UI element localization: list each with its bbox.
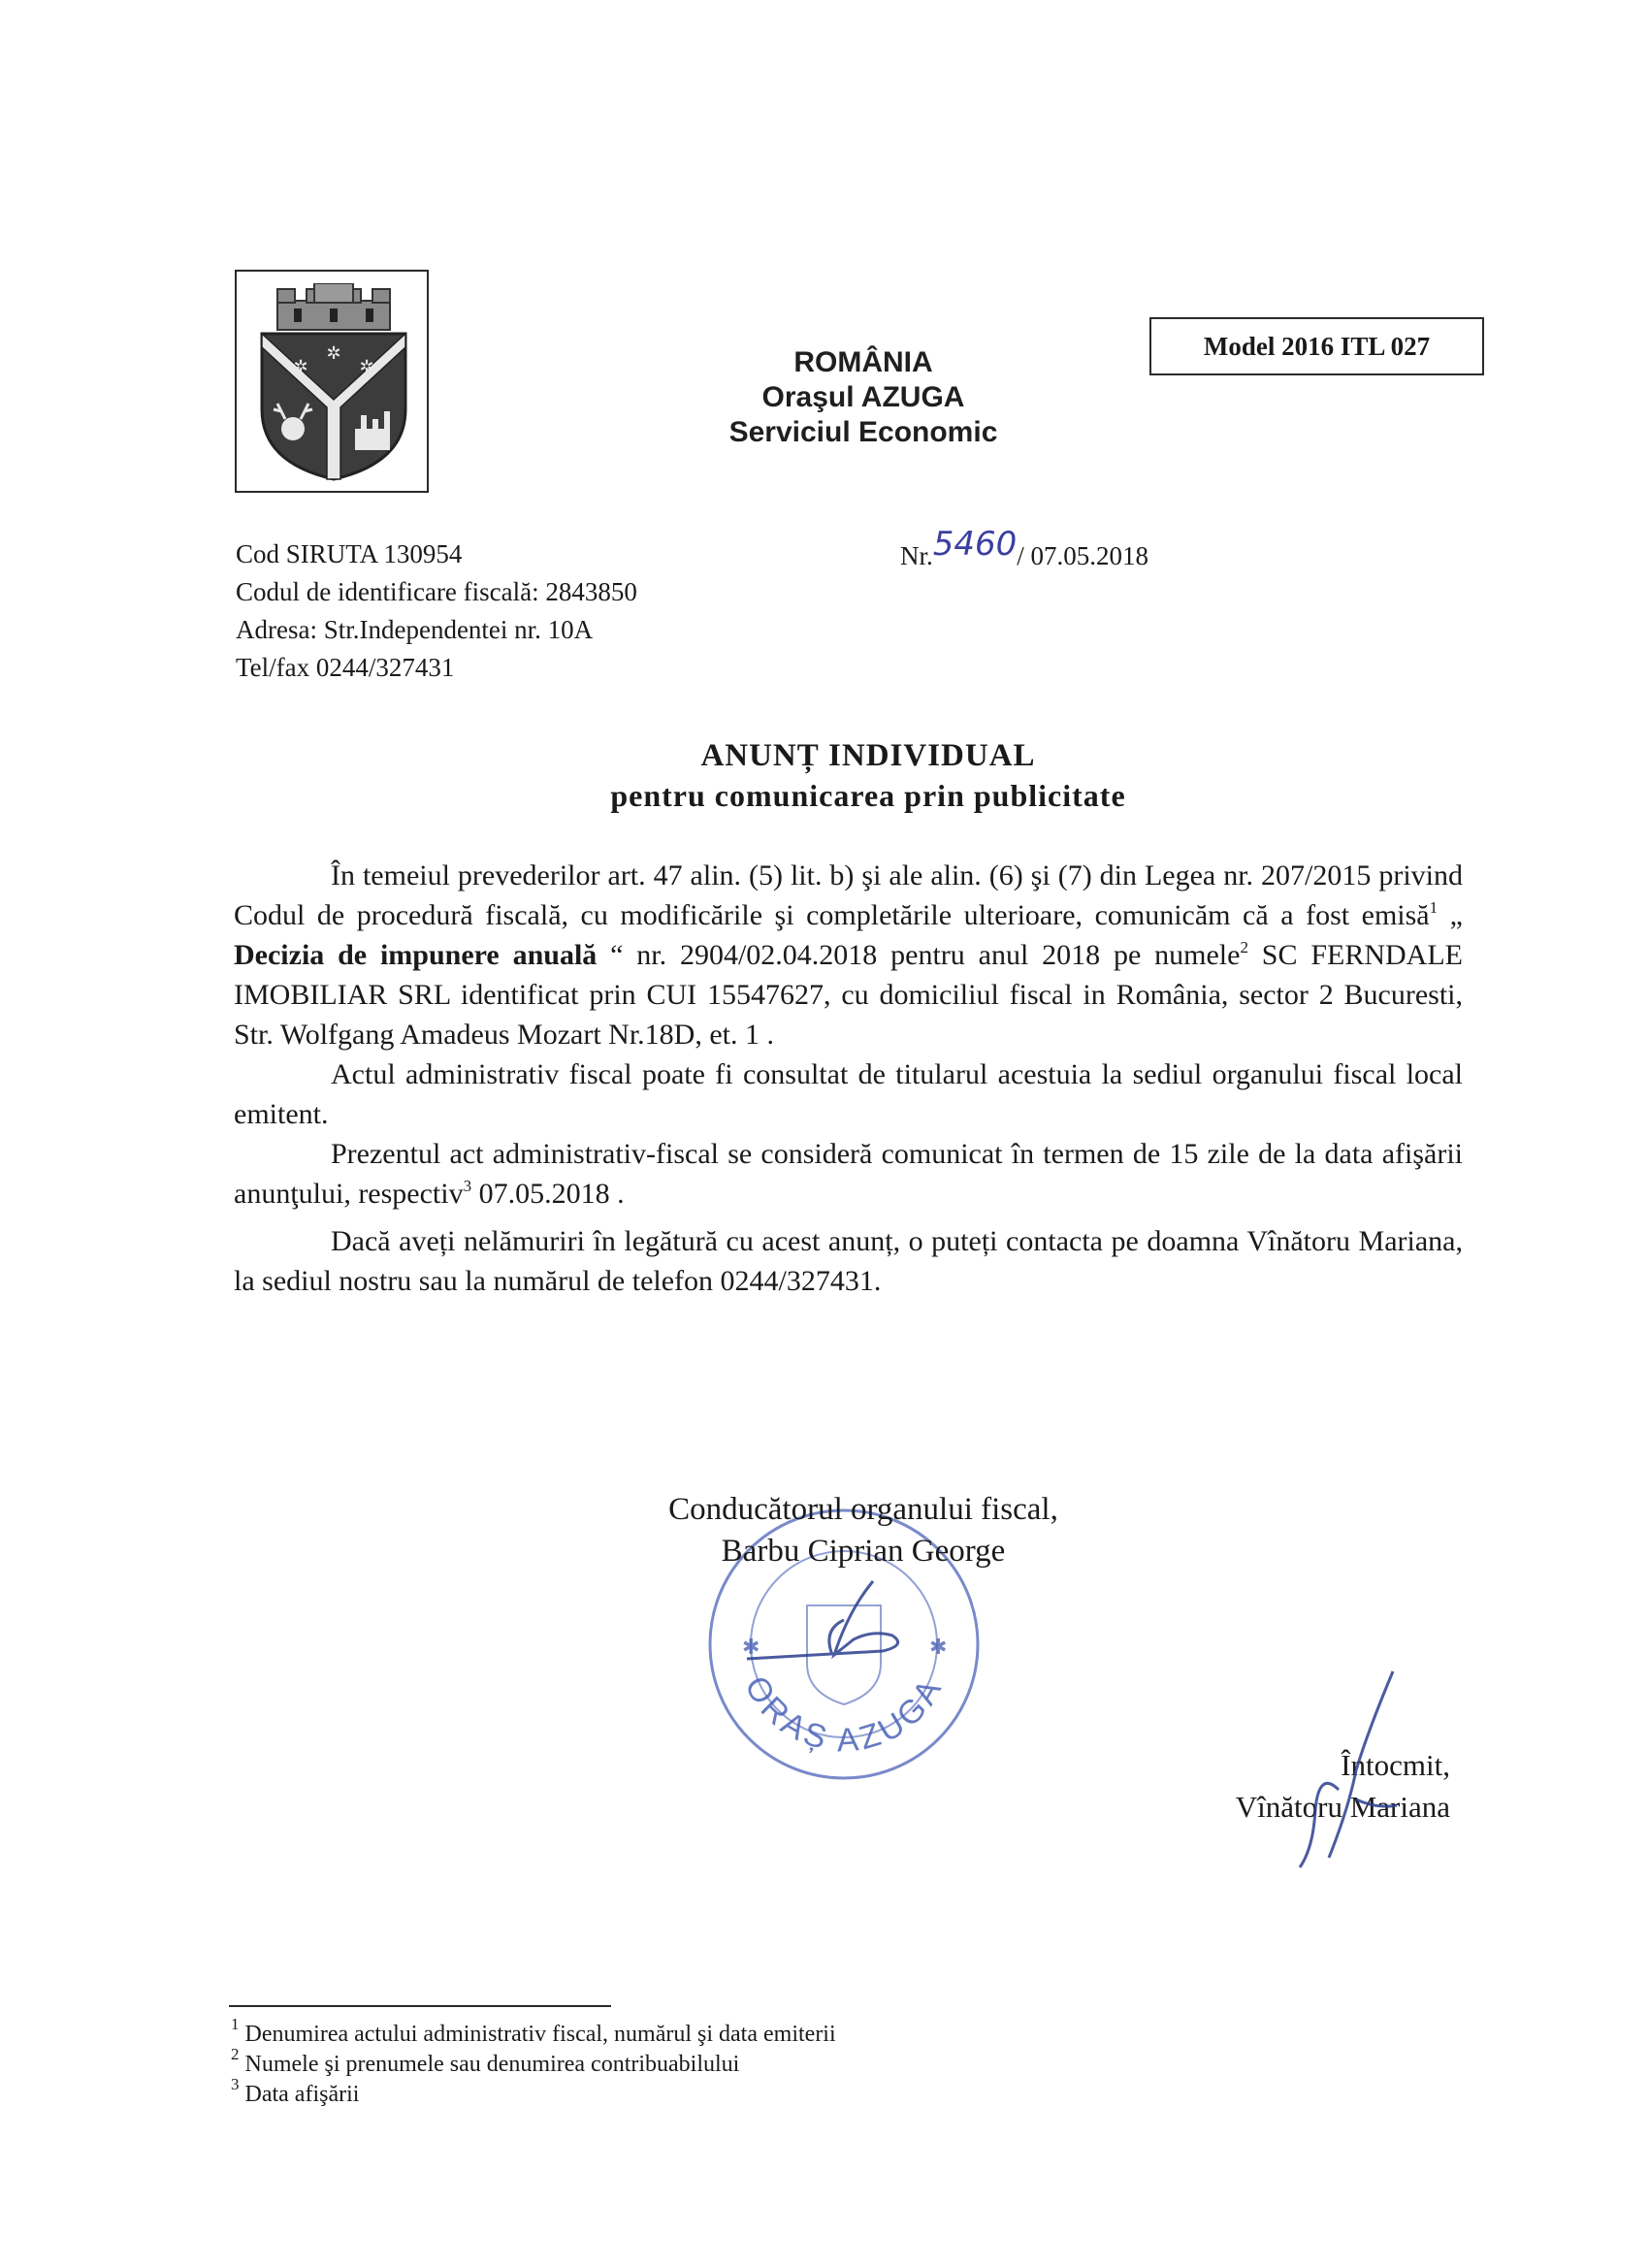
header-country: ROMÂNIA: [793, 346, 933, 378]
registration-prefix: Nr.: [900, 541, 933, 570]
paragraph-4: Dacă aveți nelămuriri în legătură cu acest anunț, o puteți contacta pe doamna Vînătoru Mariana, la sediul nostru sau la numărul de telefon 0244/327431.: [234, 1225, 1463, 1297]
registration-number: 5460: [932, 525, 1018, 564]
footnote-ref-2: 2: [1240, 938, 1248, 956]
header-department: Serviciul Economic: [728, 416, 998, 448]
issuer-phone: Tel/fax 0244/327431: [236, 653, 455, 682]
head-signature-block: [601, 1489, 1125, 1572]
issuer-address: Adresa: Str.Independentei nr. 10A: [236, 615, 594, 644]
svg-text:✲: ✲: [359, 357, 374, 377]
registration-date: / 07.05.2018: [1017, 541, 1149, 570]
title-line-2: pentru comunicarea prin publicitate: [610, 778, 1126, 813]
registration-line: [900, 525, 1249, 575]
footnote-2: $^2$ Numele şi prenumele sau denumirea contribuabilului: [231, 2045, 740, 2077]
document-title: [388, 735, 1348, 815]
paragraph-3: Prezentul act administrativ-fiscal se consideră comunicat în termen de 15 zile de la data afişării anunţului, respectiv$^3$ 07.05.2018 .: [234, 1138, 1463, 1210]
decision-name: Decizia de impunere anuală: [234, 939, 598, 971]
svg-text:✱: ✱: [742, 1636, 760, 1660]
svg-text:✱: ✱: [929, 1636, 948, 1660]
footnote-3: $^3$ Data afişării: [231, 2075, 360, 2107]
svg-text:ORAȘ AZUGA: ORAȘ AZUGA: [737, 1669, 951, 1760]
footnote-ref-3: 3: [463, 1177, 472, 1195]
title-line-1: ANUNȚ INDIVIDUAL: [700, 738, 1036, 773]
head-name: Barbu Ciprian George: [721, 1534, 1006, 1569]
author-name: Vînătoru Mariana: [1235, 1790, 1450, 1824]
siruta-code: Cod SIRUTA 130954: [236, 539, 463, 568]
issuer-header: [669, 345, 1057, 450]
footnote-1: $^1$ Denumirea actului administrativ fiscal, numărul şi data emiterii: [231, 2015, 836, 2047]
footnote-ref-1: 1: [1429, 898, 1439, 917]
author-title: Întocmit,: [1341, 1748, 1450, 1782]
model-box: Model 2016 ITL 027: [1149, 317, 1484, 375]
issuer-info: [236, 535, 740, 687]
paragraph-2: Actul administrativ fiscal poate fi consultat de titularul acestuia la sediul organului fiscal local emitent.: [234, 1058, 1463, 1130]
document-body: [234, 856, 1463, 1301]
footnotes: [231, 2015, 1201, 2110]
head-signature-scribble-icon: [737, 1562, 931, 1678]
header-city: Oraşul AZUGA: [761, 381, 965, 413]
fiscal-code: Codul de identificare fiscală: 2843850: [236, 577, 637, 606]
author-signature-scribble-icon: [1271, 1664, 1406, 1877]
coat-of-arms-box: [235, 270, 429, 493]
paragraph-1: În temeiul prevederilor art. 47 alin. (5) lit. b) şi ale alin. (6) şi (7) din Legea nr. 207/2015 privind Codul de procedură fiscală, cu modificările şi completările ulterioare, comunicăm că a fost emisă$^1$ „ Decizia de impunere anuală “ nr. 2904/02.04.2018 pentru anul 2018 pe numele$^2$ SC FERNDALE IMOBILIAR SRL identificat prin CUI 15547627, cu domiciliul fiscal in România, sector 2 Bucuresti, Str. Wolfgang Amadeus Mozart Nr.18D, et. 1 .: [234, 859, 1463, 1051]
footnote-divider: [229, 2005, 611, 2007]
svg-text:✲: ✲: [293, 357, 308, 377]
head-title: Conducătorul organului fiscal,: [668, 1492, 1058, 1527]
svg-text:✲: ✲: [326, 343, 341, 364]
coat-of-arms-icon: [250, 283, 417, 483]
